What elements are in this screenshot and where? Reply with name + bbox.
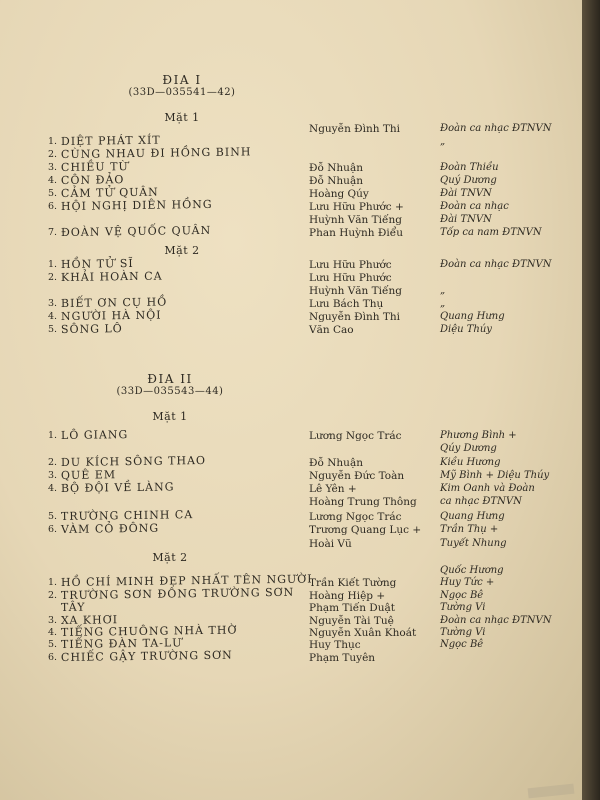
track-performer: Quang Hưng: [440, 511, 505, 522]
track-performer: „: [440, 136, 446, 147]
track-composer: Huy Thục: [309, 639, 361, 651]
track-title: HỘI NGHỊ DIÊN HỒNG: [60, 197, 213, 213]
track-composer: Hoài Vũ: [309, 538, 352, 550]
track-performer: Kiều Hương: [440, 457, 501, 468]
track-title: CHIỀU TỪ: [60, 160, 129, 174]
track-row: [0, 323, 582, 337]
track-performer: Ngọc Bê: [440, 639, 484, 650]
track-composer: Huỳnh Văn Tiếng: [309, 214, 402, 226]
track-number: 3.: [48, 470, 58, 481]
track-title: NGƯỜI HÀ NỘI: [60, 308, 162, 323]
track-composer: Nguyễn Tài Tuệ: [309, 615, 394, 627]
track-composer: Lương Ngọc Trác: [309, 511, 402, 523]
disc-2-title: ĐIA II: [147, 372, 193, 386]
track-number: 2.: [48, 272, 58, 283]
track-row: [0, 537, 582, 551]
track-number: 1.: [48, 136, 58, 147]
track-number: 1.: [48, 259, 58, 270]
track-performer: Đoàn ca nhạc ĐTNVN: [440, 259, 552, 270]
track-performer: Qúy Dương: [440, 443, 497, 454]
track-performer: Đài TNVN: [440, 188, 492, 199]
track-composer: Nguyễn Đình Thi: [309, 311, 400, 323]
track-title: DU KÍCH SÔNG THAO: [60, 453, 207, 469]
track-performer: Diệu Thúy: [440, 324, 492, 335]
track-title: QUÊ EM: [60, 468, 117, 482]
track-composer: Trần Kiết Tường: [309, 577, 397, 589]
track-performer: Ngọc Bê: [440, 590, 484, 601]
track-title: ĐOÀN VỆ QUỐC QUÂN: [60, 223, 212, 239]
track-composer: Lê Yên +: [309, 483, 357, 495]
track-title: LÔ GIANG: [60, 428, 129, 442]
track-title: VÀM CỎ ĐÔNG: [60, 521, 160, 536]
track-number: 2.: [48, 149, 58, 160]
track-performer: Đoàn ca nhạc ĐTNVN: [440, 123, 552, 134]
track-performer: Đoàn Thiều: [440, 162, 499, 173]
disc-1-side-1-title: Mặt 1: [164, 111, 200, 124]
track-performer: Đoàn ca nhạc ĐTNVN: [440, 615, 552, 626]
disc-1-title: ĐIA I: [162, 73, 202, 87]
track-number: 1.: [48, 430, 58, 441]
track-composer: Nguyễn Xuân Khoát: [309, 627, 417, 639]
track-composer: Nguyễn Đức Toàn: [309, 470, 405, 482]
disc-1-side-2-title: Mặt 2: [164, 244, 200, 257]
track-performer: „: [440, 285, 446, 296]
track-row: [0, 482, 582, 496]
track-performer: Quý Dương: [440, 175, 497, 186]
track-title: CÙNG NHAU ĐI HỒNG BINH: [60, 145, 252, 161]
corner-sticker: [528, 784, 575, 799]
track-composer: Huỳnh Văn Tiếng: [309, 285, 402, 297]
track-composer: Lưu Bách Thụ: [309, 298, 384, 310]
page-edge-shadow: [582, 0, 600, 800]
track-row: [0, 495, 582, 509]
track-number: 6.: [48, 524, 58, 535]
track-number: 4.: [48, 483, 58, 494]
track-composer: Phan Huỳnh Điểu: [309, 227, 403, 239]
track-performer: Tốp ca nam ĐTNVN: [440, 227, 542, 238]
track-title: CÔN ĐẢO: [60, 173, 125, 187]
track-row: [0, 197, 582, 214]
track-performer: Kim Oanh và Đoàn: [440, 483, 535, 494]
track-composer: Lương Ngọc Trác: [309, 430, 402, 442]
track-number: 3.: [48, 162, 58, 173]
track-number: 7.: [48, 227, 58, 238]
track-performer: Quang Hưng: [440, 311, 505, 322]
track-composer: Phạm Tiến Duật: [309, 602, 395, 614]
track-number: 3.: [48, 298, 58, 309]
track-composer: Nguyễn Đình Thi: [309, 123, 400, 135]
track-performer: Tường Vi: [440, 602, 486, 613]
track-composer: Lưu Hữu Phước: [309, 272, 392, 284]
track-title: TRƯỜNG CHINH CA: [60, 508, 194, 523]
track-title: TIẾNG CHUÔNG NHÀ THỜ: [60, 623, 238, 639]
track-title: HỒN TỬ SĨ: [60, 256, 134, 271]
track-performer: Mỹ Bình + Diệu Thúy: [440, 470, 550, 481]
track-title: DIỆT PHÁT XÍT: [60, 133, 161, 148]
track-composer: Phạm Tuyên: [309, 652, 376, 664]
track-row: [0, 648, 582, 665]
track-title: TÂY: [60, 600, 86, 614]
track-composer: Văn Cao: [309, 324, 354, 336]
track-number: 6.: [48, 652, 58, 663]
disc-2-side-1-title: Mặt 1: [152, 410, 188, 423]
track-row: [0, 442, 582, 456]
disc-2-catalog: (33D—035543—44): [116, 386, 224, 397]
track-performer: Tường Vi: [440, 627, 486, 638]
track-composer: Đỗ Nhuận: [309, 162, 363, 174]
track-performer: Trần Thụ +: [440, 524, 499, 535]
track-performer: Quốc Hương: [440, 565, 504, 576]
track-number: 4.: [48, 175, 58, 186]
track-row: [0, 271, 582, 285]
track-composer: Hoàng Trung Thông: [309, 496, 417, 508]
disc-2-side-2-title: Mặt 2: [152, 551, 188, 564]
track-number: 4.: [48, 311, 58, 322]
track-composer: Lưu Hữu Phước: [309, 259, 392, 271]
track-composer: Hoàng Hiệp +: [309, 590, 386, 602]
track-title: TRƯỜNG SƠN ĐÔNG TRƯỜNG SƠN: [60, 585, 295, 602]
track-title: XA KHƠI: [60, 613, 119, 627]
track-number: 2.: [48, 457, 58, 468]
track-number: 4.: [48, 627, 58, 638]
track-composer: Đỗ Nhuận: [309, 175, 363, 187]
track-performer: ca nhạc ĐTNVN: [440, 496, 522, 507]
track-number: 5.: [48, 188, 58, 199]
track-title: BIẾT ƠN CỤ HỒ: [60, 295, 168, 310]
track-title: SÔNG LÔ: [60, 322, 123, 336]
track-title: BỘ ĐỘI VỀ LÀNG: [60, 480, 175, 495]
track-number: 1.: [48, 577, 58, 588]
track-number: 6.: [48, 201, 58, 212]
track-title: HỒ CHÍ MINH ĐẸP NHẤT TÊN NGƯỜI: [60, 572, 313, 589]
track-row: [0, 429, 582, 443]
track-title: CẢM TỬ QUÂN: [60, 185, 159, 200]
disc-1-catalog: (33D—035541—42): [128, 87, 236, 98]
track-performer: Tuyết Nhung: [440, 538, 507, 549]
track-composer: Lưu Hữu Phước +: [309, 201, 404, 213]
track-number: 5.: [48, 511, 58, 522]
track-performer: Phương Bình +: [440, 430, 517, 441]
track-number: 3.: [48, 615, 58, 626]
track-number: 2.: [48, 590, 58, 601]
track-composer: Trương Quang Lục +: [309, 524, 422, 536]
track-number: 5.: [48, 639, 58, 650]
track-performer: Đoàn ca nhạc: [440, 201, 509, 212]
track-title: KHẢI HOÀN CA: [60, 269, 163, 284]
track-number: 5.: [48, 324, 58, 335]
track-composer: Đỗ Nhuận: [309, 457, 363, 469]
track-title: CHIẾC GẬY TRƯỜNG SƠN: [60, 648, 233, 664]
track-row: [0, 523, 582, 537]
track-performer: Đài TNVN: [440, 214, 492, 225]
track-performer: Huy Tức +: [440, 577, 495, 588]
track-title: TIẾNG ĐÀN TA-LƯ: [60, 636, 183, 651]
track-performer: „: [440, 298, 446, 309]
track-composer: Hoàng Qúy: [309, 188, 369, 200]
track-row: [0, 223, 582, 240]
